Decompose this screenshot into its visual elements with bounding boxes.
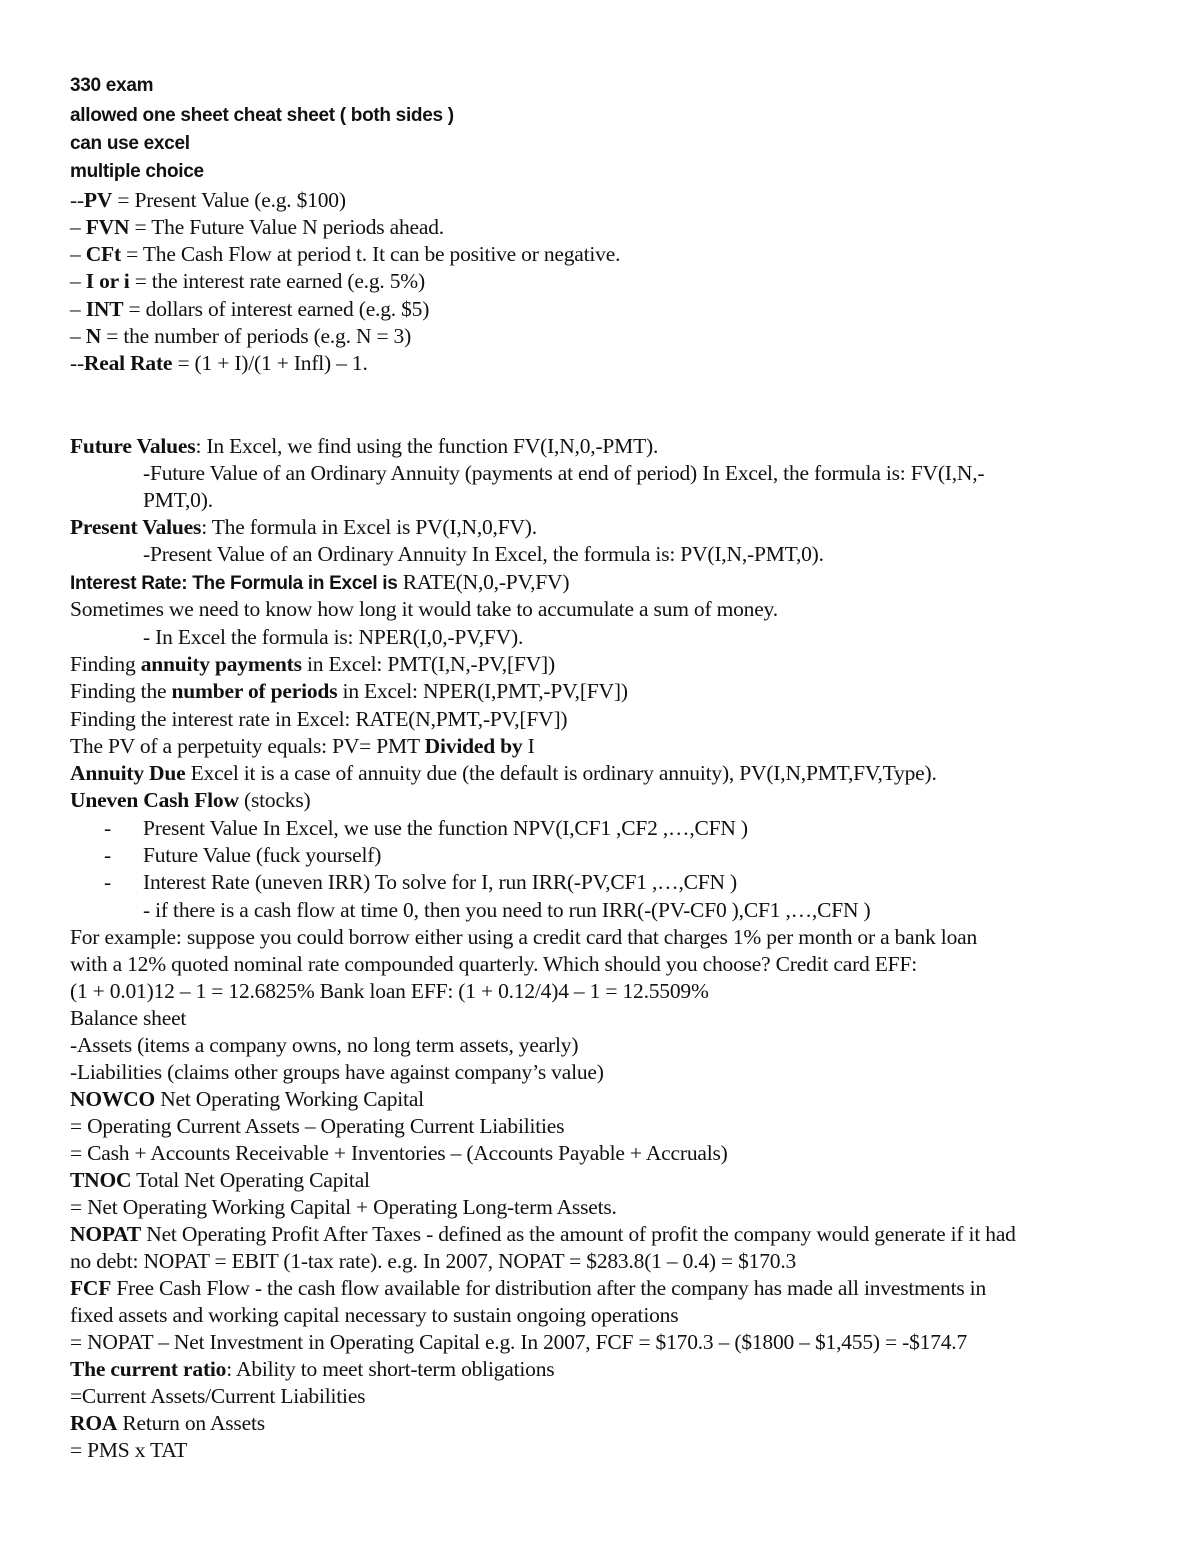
bullet-dash: - — [104, 816, 112, 840]
list-item: Interest Rate (uneven IRR) To solve for I, run IRR(-PV,CF1 ,…,CFN ) — [143, 870, 738, 894]
fcf-line3: = NOPAT – Net Investment in Operating Capital e.g. In 2007, FCF = $170.3 – ($1800 – $1,455) = -$174.7 — [70, 1330, 968, 1354]
present-values-line: Present Values: The formula in Excel is PV(I,N,0,FV). — [70, 515, 537, 539]
current-ratio-line: The current ratio: Ability to meet short-term obligations — [70, 1357, 555, 1381]
bullet-dash: - — [104, 870, 112, 894]
header-note: multiple choice — [70, 161, 204, 182]
nopat-line: NOPAT Net Operating Profit After Taxes - defined as the amount of profit the company would generate if it had — [70, 1222, 1016, 1246]
nper-sub: - In Excel the formula is: NPER(I,0,-PV,FV). — [143, 625, 524, 649]
balance-sheet-item: -Liabilities (claims other groups have against company’s value) — [70, 1060, 604, 1084]
nper2-line: Finding the number of periods in Excel: NPER(I,PMT,-PV,[FV]) — [70, 679, 628, 703]
list-item: Future Value (fuck yourself) — [143, 843, 382, 867]
future-values-sub: -Future Value of an Ordinary Annuity (payments at end of period) In Excel, the formula is: FV(I,N,- — [143, 461, 985, 485]
tnoc-eq: = Net Operating Working Capital + Operating Long-term Assets. — [70, 1195, 617, 1219]
nowc-eq: = Operating Current Assets – Operating Current Liabilities — [70, 1114, 565, 1138]
future-values-line: Future Values: In Excel, we find using the function FV(I,N,0,-PMT). — [70, 434, 659, 458]
balance-sheet-item: -Assets (items a company owns, no long term assets, yearly) — [70, 1033, 579, 1057]
definition-line: --Real Rate = (1 + I)/(1 + Infl) – 1. — [70, 351, 368, 375]
current-ratio-eq: =Current Assets/Current Liabilities — [70, 1384, 366, 1408]
bullet-dash: - — [104, 843, 112, 867]
definition-line: – FVN = The Future Value N periods ahead. — [70, 215, 444, 239]
header-note: can use excel — [70, 133, 190, 154]
future-values-sub: PMT,0). — [143, 488, 213, 512]
example-line: For example: suppose you could borrow either using a credit card that charges 1% per month or a bank loan — [70, 925, 978, 949]
nper-line: Sometimes we need to know how long it would take to accumulate a sum of money. — [70, 597, 778, 621]
fcf-line: FCF Free Cash Flow - the cash flow available for distribution after the company has made all investments in — [70, 1276, 987, 1300]
uneven-cash-flow-line: Uneven Cash Flow (stocks) — [70, 788, 311, 812]
definition-line: – N = the number of periods (e.g. N = 3) — [70, 324, 412, 348]
definition-line: --PV = Present Value (e.g. $100) — [70, 188, 346, 212]
definition-line: – I or i = the interest rate earned (e.g. 5%) — [70, 269, 425, 293]
tnoc-line: TNOC Total Net Operating Capital — [70, 1168, 370, 1192]
list-item-sub: - if there is a cash flow at time 0, then you need to run IRR(-(PV-CF0 ),CF1 ,…,CFN ) — [143, 898, 871, 922]
definition-line: – CFt = The Cash Flow at period t. It can be positive or negative. — [70, 242, 621, 266]
doc-title: 330 exam — [70, 75, 154, 96]
annuity-due-line: Annuity Due Excel it is a case of annuity due (the default is ordinary annuity), PV(I,N,PMT,FV,Type). — [70, 761, 937, 785]
balance-sheet-heading: Balance sheet — [70, 1006, 187, 1030]
rate2-line: Finding the interest rate in Excel: RATE(N,PMT,-PV,[FV]) — [70, 707, 568, 731]
header-note: allowed one sheet cheat sheet ( both sides ) — [70, 105, 454, 126]
roa-eq: = PMS x TAT — [70, 1438, 188, 1462]
roa-line: ROA Return on Assets — [70, 1411, 265, 1435]
definition-line: – INT = dollars of interest earned (e.g. $5) — [70, 297, 430, 321]
interest-rate-line: Interest Rate: The Formula in Excel is RATE(N,0,-PV,FV) — [70, 570, 570, 594]
nopat-line2: no debt: NOPAT = EBIT (1-tax rate). e.g. In 2007, NOPAT = $283.8(1 – 0.4) = $170.3 — [70, 1249, 797, 1273]
perpetuity-line: The PV of a perpetuity equals: PV= PMT Divided by I — [70, 734, 535, 758]
fcf-line2: fixed assets and working capital necessary to sustain ongoing operations — [70, 1303, 679, 1327]
pmt-line: Finding annuity payments in Excel: PMT(I,N,-PV,[FV]) — [70, 652, 555, 676]
list-item: Present Value In Excel, we use the function NPV(I,CF1 ,CF2 ,…,CFN ) — [143, 816, 748, 840]
nowc-line: NOWCO Net Operating Working Capital — [70, 1087, 424, 1111]
present-values-sub: -Present Value of an Ordinary Annuity In Excel, the formula is: PV(I,N,-PMT,0). — [143, 542, 824, 566]
nowc-eq: = Cash + Accounts Receivable + Inventories – (Accounts Payable + Accruals) — [70, 1141, 728, 1165]
example-line: with a 12% quoted nominal rate compounded quarterly. Which should you choose? Credit card EFF: — [70, 952, 917, 976]
example-line: (1 + 0.01)12 – 1 = 12.6825% Bank loan EFF: (1 + 0.12/4)4 – 1 = 12.5509% — [70, 979, 709, 1003]
